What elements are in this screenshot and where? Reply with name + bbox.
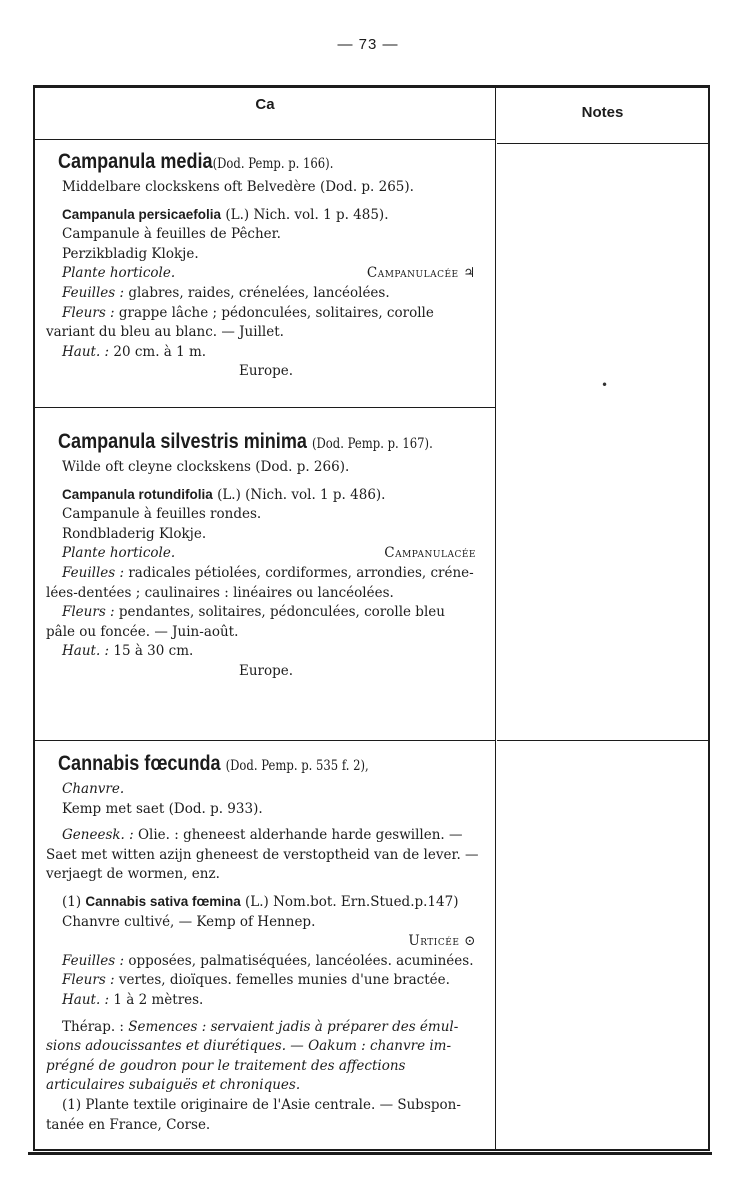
entry-title-name: Campanula silvestris minima: [58, 430, 307, 453]
notes-mark: •: [601, 378, 609, 392]
height-line: [62, 343, 486, 363]
medical-continuation: Saet met witten azijn gheneest de verstoptheid van de lever. —: [46, 846, 479, 863]
leaves-text: glabres, raides, crénelées, lancéolées.: [128, 284, 390, 301]
medical-continuation: verjaegt de wormen, enz.: [46, 866, 220, 883]
leaves-line: [62, 564, 486, 584]
medical-label: Geneesk. :: [62, 827, 134, 844]
footnote-continuation: tanée en France, Corse.: [46, 1116, 211, 1133]
column-header-ca: Ca: [255, 96, 275, 113]
page-number: — 73 —: [337, 36, 399, 53]
region: Europe.: [238, 662, 294, 679]
flowers-line: [62, 304, 486, 324]
entry-campanula-silvestris: [46, 428, 486, 682]
entry-title-ref: (Dod. Pemp. p. 167).: [311, 436, 433, 452]
vernacular-name: Wilde oft cleyne clockskens (Dod. p. 266).: [62, 459, 350, 475]
height-label: Haut. :: [62, 643, 110, 660]
synonym-ref: (L.) Nich. vol. 1 p. 485).: [225, 206, 389, 223]
french-dutch-names: Chanvre cultivé, — Kemp of Hennep.: [62, 913, 316, 930]
leaves-line: [62, 284, 486, 304]
therapeutic-text: Semences : servaient jadis à préparer des émul-: [128, 1018, 459, 1035]
entry-campanula-media: [46, 148, 486, 382]
classification-line: [62, 264, 486, 284]
family-name: Campanulacée: [384, 545, 476, 562]
leaves-label: Feuilles :: [62, 284, 125, 301]
french-name: Campanule à feuilles de Pêcher.: [62, 226, 281, 243]
french-name: Chanvre.: [62, 781, 125, 797]
leaves-text: radicales pétiolées, cordiformes, arrondies, créne-: [128, 564, 474, 581]
column-header-notes: Notes: [581, 104, 624, 121]
notes-separator: [497, 740, 708, 741]
synonym-line: [62, 205, 486, 226]
flowers-continuation: variant du bleu au blanc. — Juillet.: [46, 324, 284, 341]
entry-title: [58, 428, 433, 458]
leaves-label: Feuilles :: [62, 952, 125, 969]
height-line: [62, 991, 486, 1011]
therapeutic-continuation: sions adoucissantes et diurétiques. — Oakum : chanvre im-: [46, 1038, 452, 1055]
classification-line: [62, 544, 486, 564]
flowers-label: Fleurs :: [62, 972, 115, 989]
synonym-ref: (L.) (Nich. vol. 1 p. 486).: [217, 486, 386, 503]
therapeutic-continuation: prégné de goudron pour le traitement des affections: [46, 1057, 406, 1074]
header-rule-right: [497, 143, 708, 144]
bottom-rule: [28, 1152, 712, 1155]
dutch-name: Perzikbladig Klokje.: [62, 245, 199, 262]
therapeutic-continuation: articulaires subaiguës et chroniques.: [46, 1077, 301, 1094]
classification-line: [62, 932, 486, 952]
family-name: Urticée ⊙: [408, 933, 476, 950]
flowers-line: [62, 971, 486, 991]
flowers-label: Fleurs :: [62, 604, 115, 621]
synonym-ref: (L.) Nom.bot. Ern.Stued.p.147): [245, 893, 459, 910]
height-text: 20 cm. à 1 m.: [113, 343, 207, 360]
column-divider: [495, 88, 496, 1151]
region: Europe.: [238, 363, 294, 380]
entry-title-ref: (Dod. Pemp. p. 166).: [212, 156, 334, 172]
footnote: (1) Plante textile originaire de l'Asie centrale. — Subspon-: [62, 1096, 461, 1113]
entry-title-ref: (Dod. Pemp. p. 535 f. 2),: [225, 758, 369, 774]
plant-type: Plante horticole.: [62, 265, 176, 282]
flowers-label: Fleurs :: [62, 304, 115, 321]
entry-separator: [35, 407, 495, 408]
height-text: 1 à 2 mètres.: [113, 991, 204, 1008]
leaves-label: Feuilles :: [62, 564, 125, 581]
footnote-marker: (1): [62, 893, 82, 910]
vernacular-name: Kemp met saet (Dod. p. 933).: [62, 800, 263, 817]
vernacular-name: Middelbare clockskens oft Belvedère (Dod. p. 265).: [62, 179, 414, 195]
entry-title: [58, 148, 426, 178]
entry-title-name: Campanula media: [58, 150, 213, 173]
flowers-text: pendantes, solitaires, pédonculées, corolle bleu: [118, 604, 445, 621]
header-rule-left: [35, 139, 495, 140]
french-name: Campanule à feuilles rondes.: [62, 506, 262, 523]
synonym-line: [62, 485, 486, 506]
dutch-name: Rondbladerig Klokje.: [62, 525, 207, 542]
height-label: Haut. :: [62, 991, 110, 1008]
medical-line: [62, 826, 486, 846]
leaves-continuation: lées-dentées ; caulinaires : linéaires ou lancéolées.: [46, 584, 394, 601]
scientific-name: Campanula persicaefolia: [62, 206, 222, 222]
flowers-text: grappe lâche ; pédonculées, solitaires, corolle: [118, 304, 434, 321]
entry-separator: [35, 740, 495, 741]
entry-title: [58, 750, 426, 780]
flowers-text: vertes, dioïques. femelles munies d'une bractée.: [118, 972, 450, 989]
flowers-continuation: pâle ou foncée. — Juin-août.: [46, 623, 239, 640]
height-line: [62, 642, 486, 662]
height-text: 15 à 30 cm.: [113, 643, 194, 660]
plant-type: Plante horticole.: [62, 545, 176, 562]
height-label: Haut. :: [62, 343, 110, 360]
medical-text: Olie. : gheneest alderhande harde geswillen. —: [137, 827, 463, 844]
scientific-name: Campanula rotundifolia: [62, 486, 213, 502]
entry-title-name: Cannabis fœcunda: [58, 752, 221, 775]
entry-cannabis-foecunda: [46, 750, 486, 1135]
leaves-line: [62, 952, 486, 972]
synonym-line: [62, 892, 486, 913]
leaves-text: opposées, palmatiséquées, lancéolées. acuminées.: [128, 952, 474, 969]
family-name: Campanulacée ♃: [366, 265, 476, 282]
flowers-line: [62, 603, 486, 623]
therapeutic-label: Thérap. :: [62, 1018, 124, 1035]
therapeutic-line: [62, 1018, 486, 1038]
scientific-name: Cannabis sativa fœmina: [85, 893, 241, 909]
